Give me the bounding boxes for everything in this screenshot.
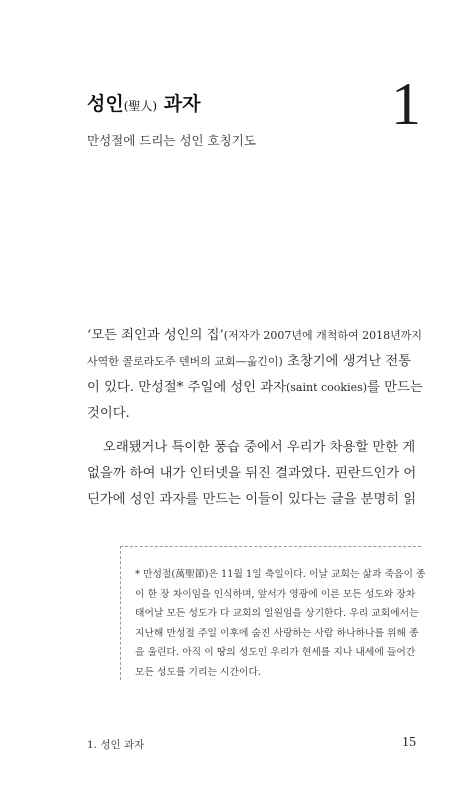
body-line: [87, 349, 423, 375]
text-run-small: 사역한 콜로라도주 덴버의 교회—옮긴이): [87, 355, 283, 368]
body-line: 오래됐거나 특이한 풍습 중에서 우리가 차용할 만한 게: [103, 440, 416, 455]
title-hanja: (聖人): [123, 99, 158, 113]
footnote-line: 모든 성도를 기리는 시간이다.: [135, 666, 262, 678]
title-tail: 과자: [157, 93, 201, 115]
text-run: 이 있다. 만성절* 주일에 성인 과자: [87, 380, 286, 395]
body-line: [87, 323, 423, 349]
footnote-line: * 만성절(萬聖節)은 11월 1일 축일이다. 이날 교회는 삶과 죽음이 종: [135, 569, 426, 580]
text-run: 를 만드는: [367, 380, 423, 395]
footnote-line: 태어날 모든 성도가 다 교회의 일원임을 상기한다. 우리 교회에서는: [135, 608, 419, 619]
page-number: 15: [402, 735, 416, 750]
text-run-small: (saint cookies): [286, 381, 368, 394]
body-text: [87, 323, 423, 513]
footnote-line: 을 울린다. 아직 이 땅의 성도인 우리가 현세를 지나 내세에 들어간: [135, 647, 416, 658]
chapter-subtitle: 만성절에 드리는 성인 호칭기도: [87, 133, 256, 148]
body-line: 딘가에 성인 과자를 만드는 이들이 있다는 글을 분명히 읽: [87, 492, 417, 507]
text-run: ‘모든 죄인과 성인의 집’: [87, 328, 224, 343]
body-line: [87, 375, 423, 401]
body-line: 없을까 하여 내가 인터넷을 뒤진 결과였다. 핀란드인가 어: [87, 466, 417, 481]
title-main: 성인: [87, 93, 124, 115]
chapter-title: [87, 92, 200, 118]
footnote: [135, 565, 425, 682]
running-head: 1. 성인 과자: [87, 739, 145, 751]
chapter-number: 1: [391, 71, 421, 137]
footnote-line: 이 한 장 차이임을 인식하며, 앞서가 영광에 이른 모든 성도와 장차: [135, 588, 416, 600]
footnote-line: 지난해 만성절 주일 이후에 숨진 사랑하는 사람 하나하나를 위해 종: [135, 627, 419, 639]
text-run: 초창기에 생겨난 전통: [282, 354, 412, 369]
text-run-small: (저자가 2007년에 개척하여 2018년까지: [223, 329, 423, 342]
body-line: 것이다.: [87, 406, 130, 421]
